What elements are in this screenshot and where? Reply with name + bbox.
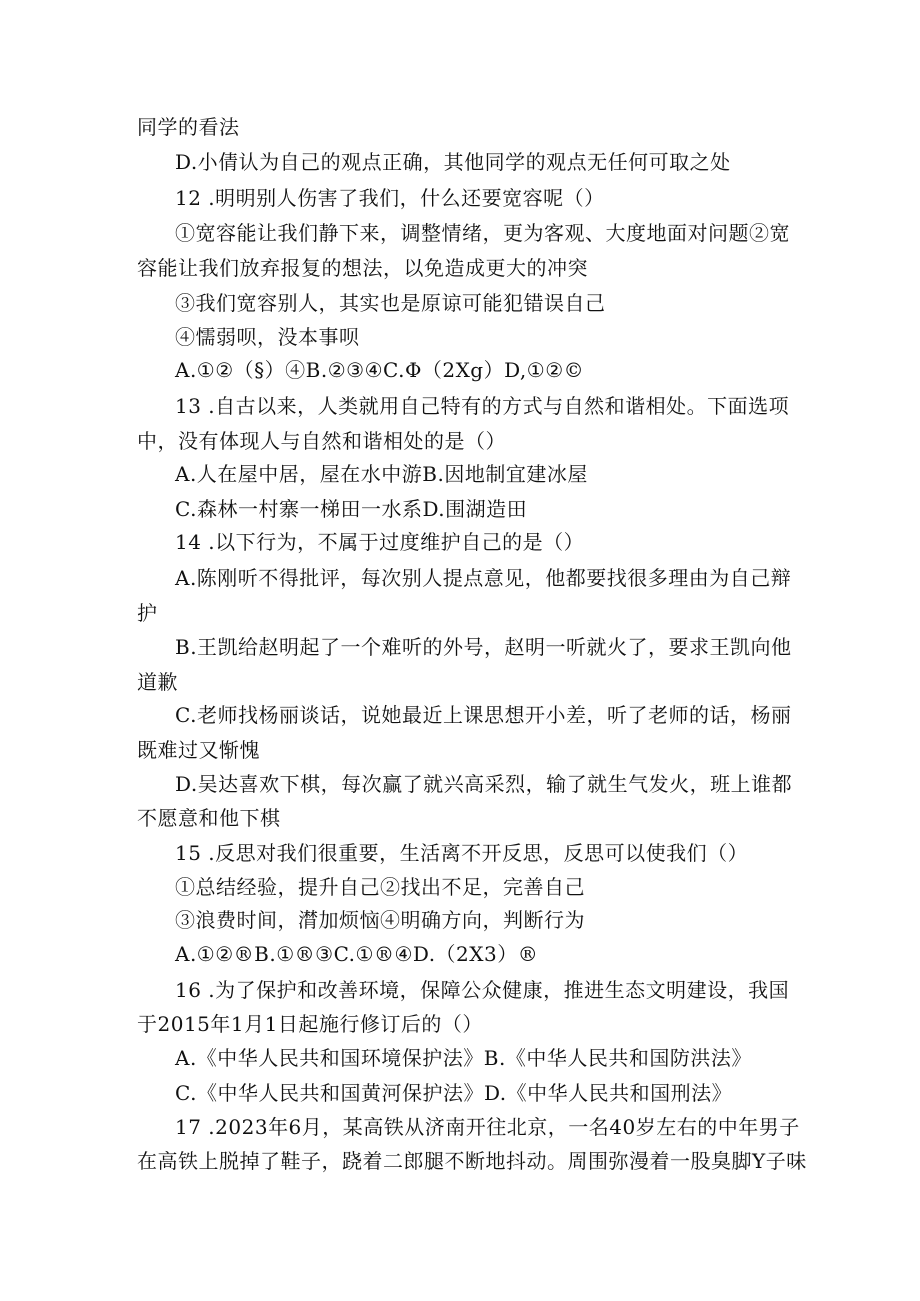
option-line: A.①②（§）④B.②③④C.Φ（2Xg）D,①②©: [175, 358, 585, 382]
text-line: 于2015年1月1日起施行修订后的（）: [137, 1012, 483, 1036]
text-line: ①宽容能让我们静下来，调整情绪，更为客观、大度地面对问题②宽: [175, 221, 790, 245]
option-line: D.吴达喜欢下棋，每次赢了就兴高采烈，输了就生气发火，班上谁都: [175, 772, 793, 796]
question-line: 14 .以下行为，不属于过度维护自己的是（）: [175, 530, 585, 554]
option-line: A.人在屋中居，屋在水中游B.因地制宜建冰屋: [175, 462, 588, 486]
text-line: 既难过又惭愧: [137, 738, 260, 762]
option-line: D.小倩认为自己的观点正确，其他同学的观点无任何可取之处: [175, 150, 731, 174]
text-line: ④懦弱呗，没本事呗: [175, 325, 360, 349]
option-line: B.王凯给赵明起了一个难听的外号，赵明一听就火了，要求王凯向他: [175, 635, 792, 659]
text-line: 护: [137, 601, 158, 625]
option-line: C.森林一村寨一梯田一水系D.围湖造田: [175, 497, 528, 521]
option-line: C.老师找杨丽谈话，说她最近上课思想开小差，听了老师的话，杨丽: [175, 703, 792, 727]
question-line: 13 .自古以来，人类就用自己特有的方式与自然和谐相处。下面选项: [175, 394, 790, 418]
question-line: 17 .2023年6月，某高铁从济南开往北京，一名40岁左右的中年男子: [175, 1115, 800, 1139]
text-line: ③我们宽容别人，其实也是原谅可能犯错误自己: [175, 291, 606, 315]
question-line: 12 .明明别人伤害了我们，什么还要宽容呢（）: [175, 186, 605, 210]
option-line: C.《中华人民共和国黄河保护法》D.《中华人民共和国刑法》: [175, 1081, 733, 1105]
text-line: 不愿意和他下棋: [137, 806, 281, 830]
text-line: 容能让我们放弃报复的想法，以免造成更大的冲突: [137, 256, 588, 280]
text-line: ①总结经验，提升自己②找出不足，完善自己: [175, 875, 585, 899]
option-line: A.①②®B.①®③C.①®④D.（2X3）®: [175, 942, 539, 966]
question-line: 16 .为了保护和改善环境，保障公众健康，推进生态文明建设，我国: [175, 978, 790, 1002]
question-line: 15 .反思对我们很重要，生活离不开反思，反思可以使我们（）: [175, 841, 749, 865]
text-line: 中，没有体现人与自然和谐相处的是（）: [137, 429, 506, 453]
text-line: 在高铁上脱掉了鞋子，跷着二郎腿不断地抖动。周围弥漫着一股臭脚Y子味: [137, 1149, 807, 1173]
option-line: A.陈刚听不得批评，每次别人提点意见，他都要找很多理由为自己辩: [175, 566, 792, 590]
text-line: ③浪费时间，潸加烦恼④明确方向，判断行为: [175, 908, 585, 932]
option-line: A.《中华人民共和国环境保护法》B.《中华人民共和国防洪法》: [175, 1046, 752, 1070]
text-line: 道歉: [137, 670, 178, 694]
text-line: 同学的看法: [137, 115, 240, 139]
